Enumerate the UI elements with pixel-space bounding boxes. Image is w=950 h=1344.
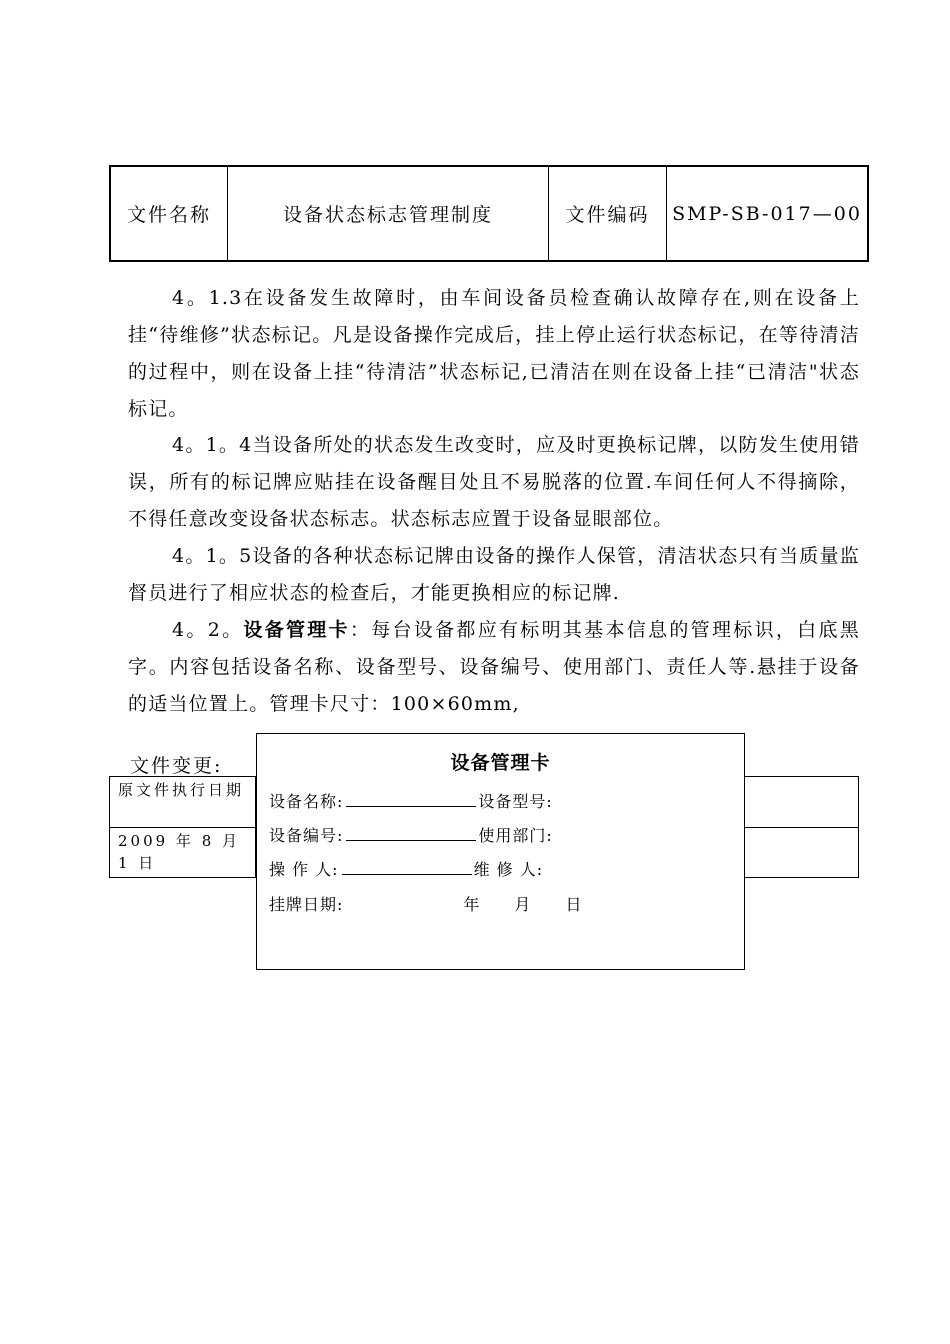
table-cell: 原文件执行日期 [110,777,256,827]
equipment-number-blank [346,824,476,841]
card-row-number [269,823,553,846]
equipment-model-label: 设备型号: [478,792,553,811]
paragraph-4-1-5 [128,538,860,612]
equipment-name-blank [346,790,476,807]
table-cell: 2009 年 8 月 1 日 [110,828,256,878]
month-label: 月 [514,895,532,914]
paragraph-text: ：每台设备都应有标明其基本信息的管理标识，白底黑字。内容包括设备名称、设备型号、设备编号、使用部门、责任人等.悬挂于设备的适当位置上。管理卡尺寸：100×60mm, [128,619,860,715]
card-title: 设备管理卡 [450,752,551,774]
doc-code-value: SMP-SB-017—00 [672,202,862,225]
operator-label: 操 作 人: [269,860,339,879]
document-header-table [109,165,869,262]
paragraph-prefix: 4。2。 [172,619,244,641]
doc-name-value: 设备状态标志管理制度 [228,167,549,260]
paragraph-text: 4。1。5设备的各种状态标记牌由设备的操作人保管，清洁状态只有当质量监督员进行了相应状态的检查后，才能更换相应的标记牌. [128,545,860,604]
paragraph-4-2 [128,612,860,723]
doc-code-label: 文件编码 [549,167,667,260]
card-row-operator [269,857,543,880]
equipment-number-label: 设备编号: [269,826,344,845]
day-label: 日 [565,895,583,914]
tag-date-label: 挂牌日期: [269,895,344,914]
date-parts [463,892,616,915]
paragraph-text: 4。1。4当设备所处的状态发生改变时，应及时更换标记牌，以防发生使用错误，所有的标记牌应贴挂在设备醒目处且不易脱落的位置.车间任何人不得摘除，不得任意改变设备状态标志。状态标志应置于设备显眼部位。 [128,434,860,530]
year-label: 年 [463,895,481,914]
card-row-name [269,789,553,812]
equipment-management-card [256,733,745,970]
paragraph-4-1-3 [128,280,860,428]
paragraph-bold-term: 设备管理卡 [243,619,350,641]
change-record-label: 文件变更: [130,755,223,777]
card-row-date [269,892,616,915]
equipment-name-label: 设备名称: [269,792,344,811]
paragraph-4-1-4 [128,427,860,538]
doc-name-label: 文件名称 [111,167,228,260]
department-label: 使用部门: [478,826,553,845]
maintainer-label: 维 修 人: [473,860,544,879]
operator-blank [342,858,472,875]
paragraph-text: 4。1.3在设备发生故障时，由车间设备员检查确认故障存在,则在设备上挂“待维修”状态标记。凡是设备操作完成后，挂上停止运行状态标记，在等待清洁的过程中，则在设备上挂“待清洁”状态标记,已清洁在则在设备上挂“已清洁"状态标记。 [128,287,860,420]
